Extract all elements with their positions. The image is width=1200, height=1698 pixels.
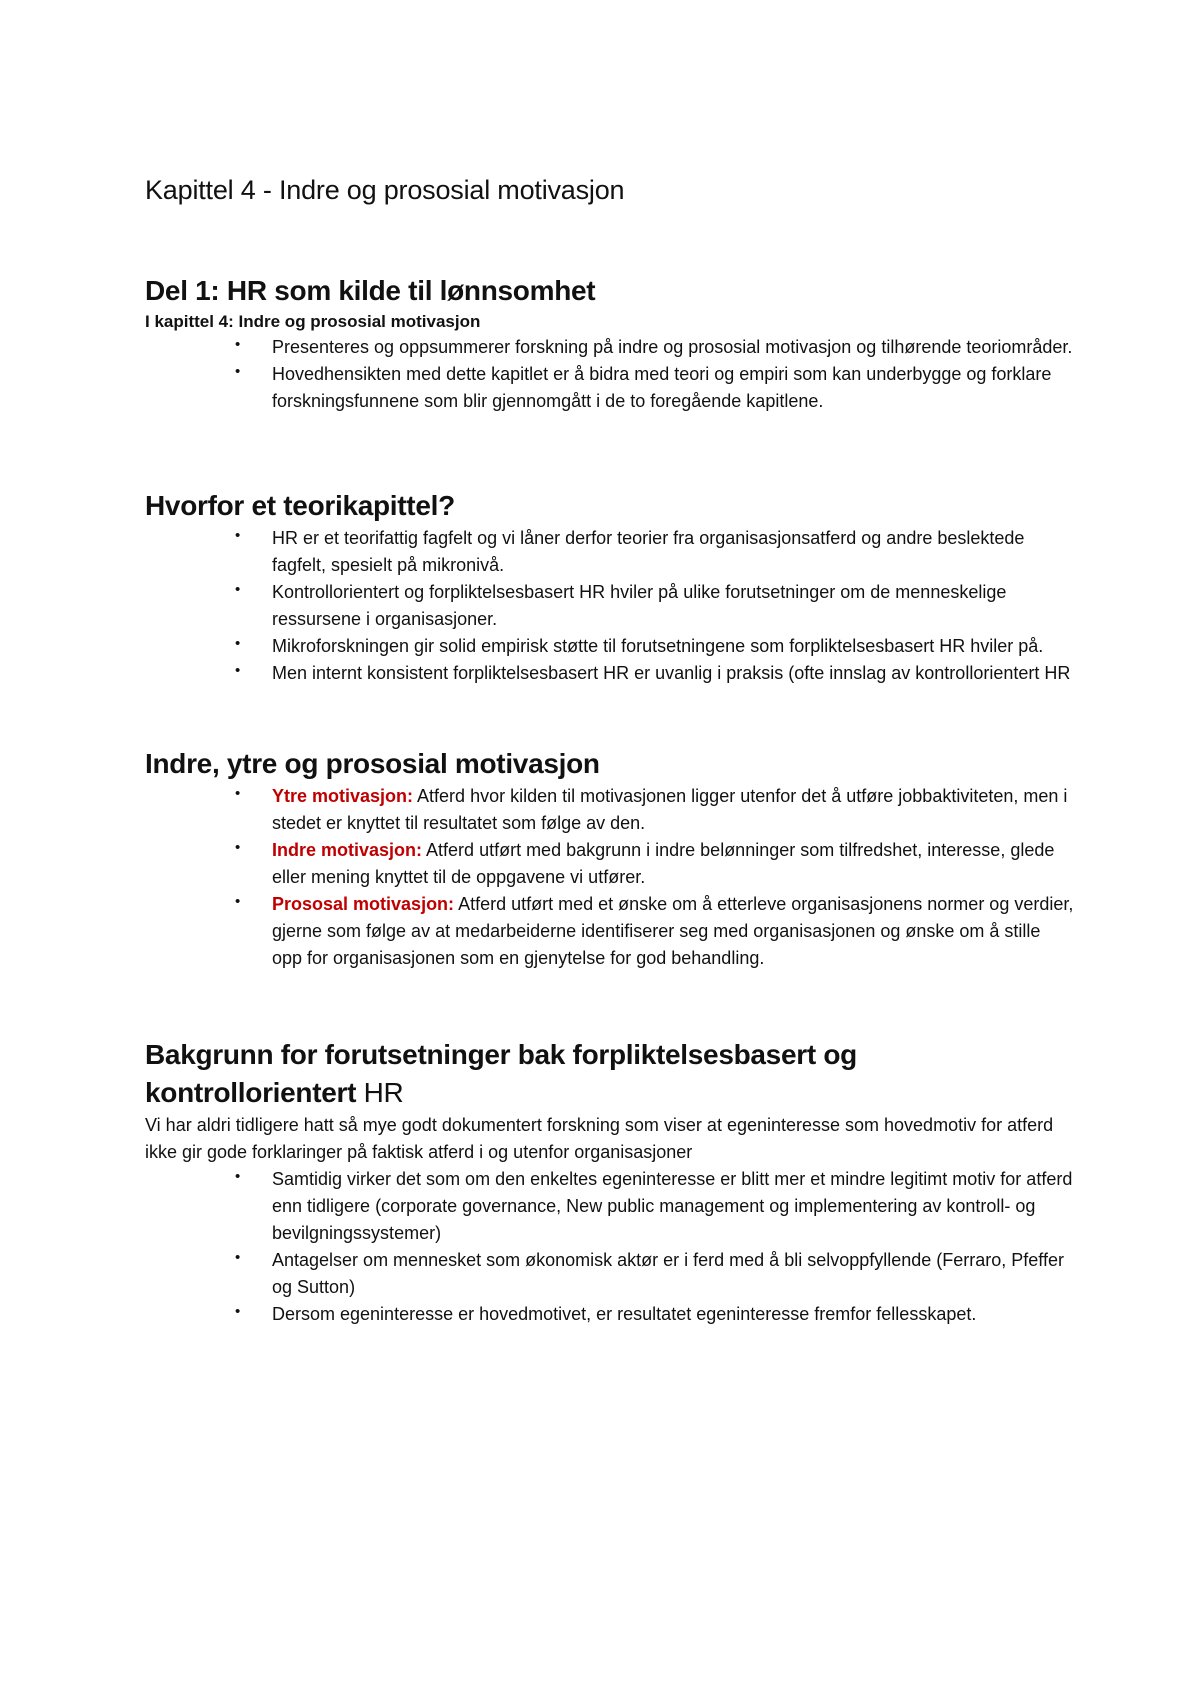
list-item (145, 891, 1075, 972)
list-item (145, 783, 1075, 837)
list-item: • Antagelser om mennesket som økonomisk aktør er i ferd med å bli selvoppfyllende (Ferraro, Pfeffer og Sutton) (235, 1249, 1064, 1297)
bullet-list (145, 334, 1075, 415)
document-content (145, 172, 1075, 1328)
document-title: Kapittel 4 - Indre og prososial motivasjon (145, 175, 625, 205)
definition-text: Atferd utført med et ønske om å etterleve organisasjonens normer og verdier, gjerne som følge av at medarbeiderne identifiserer seg med organisasjonen og ønske om å stille opp for organisasjonen som en gjenytelse for god behandling. (272, 894, 1074, 968)
list-item: • Mikroforskningen gir solid empirisk støtte til forutsetningene som forpliktelsesbasert HR hviler på. (235, 635, 1044, 656)
section-heading: Indre, ytre og prososial motivasjon (145, 748, 600, 779)
bullet-icon: • (235, 1168, 241, 1185)
bullet-icon: • (235, 662, 241, 679)
definition-term: Prososal motivasjon: (272, 894, 455, 914)
section-del-1 (145, 272, 1075, 415)
bullet-icon: • (235, 893, 241, 910)
section-bakgrunn (145, 1036, 1075, 1328)
section-heading: Del 1: HR som kilde til lønnsomhet (145, 275, 596, 306)
bullet-icon: • (235, 336, 241, 353)
list-item: • Samtidig virker det som om den enkeltes egeninteresse er blitt mer et mindre legitimt motiv for atferd enn tidligere (corporate governance, New public management og implementering av kontroll- og bevilgningssystemer) (235, 1168, 1073, 1243)
list-item: • Presenteres og oppsummerer forskning på indre og prososial motivasjon og tilhørende teoriområder. (235, 336, 1073, 357)
list-item: • HR er et teorifattig fagfelt og vi låner derfor teorier fra organisasjonsatferd og andre beslektede fagfelt, spesielt på mikronivå. (235, 527, 1025, 575)
bullet-icon: • (235, 527, 241, 544)
bullet-icon: • (235, 1249, 241, 1266)
list-item: • Men internt konsistent forpliktelsesbasert HR er uvanlig i praksis (ofte innslag av kontrollorientert HR (235, 662, 1071, 683)
list-item (145, 837, 1075, 891)
list-item: • Hovedhensikten med dette kapitlet er å bidra med teori og empiri som kan underbygge og forklare forskningsfunnene som blir gjennomgått i de to foregående kapitlene. (235, 363, 1052, 411)
definition-list (145, 783, 1075, 972)
bullet-icon: • (235, 581, 241, 598)
definition-term: Indre motivasjon: (272, 840, 423, 860)
bullet-icon: • (235, 635, 241, 652)
section-heading: Bakgrunn for forutsetninger bak forpliktelsesbasert og kontrollorientert HR (145, 1039, 857, 1108)
section-heading: Hvorfor et teorikapittel? (145, 490, 455, 521)
section-subheading: I kapittel 4: Indre og prososial motivasjon (145, 312, 481, 331)
section-teorikapittel (145, 487, 1075, 687)
list-item: • Dersom egeninteresse er hovedmotivet, er resultatet egeninteresse fremfor fellesskapet. (235, 1303, 977, 1324)
bullet-list (145, 1166, 1075, 1328)
bullet-icon: • (235, 839, 241, 856)
definition-text: Atferd utført med bakgrunn i indre belønninger som tilfredshet, interesse, glede eller mening knyttet til de oppgavene vi utfører. (272, 840, 1055, 887)
definition-term: Ytre motivasjon: (272, 786, 414, 806)
section-motivasjon (145, 745, 1075, 972)
bullet-icon: • (235, 363, 241, 380)
bullet-icon: • (235, 1303, 241, 1320)
section-paragraph: Vi har aldri tidligere hatt så mye godt dokumentert forskning som viser at egeninteresse som hovedmotiv for atferd ikke gir gode forklaringer på faktisk atferd i og utenfor organisasjoner (145, 1115, 1054, 1162)
list-item: • Kontrollorientert og forpliktelsesbasert HR hviler på ulike forutsetninger om de menneskelige ressursene i organisasjoner. (235, 581, 1007, 629)
definition-text: Atferd hvor kilden til motivasjonen ligger utenfor det å utføre jobbaktiviteten, men i stedet er knyttet til resultatet som følge av den. (272, 786, 1068, 833)
bullet-list (145, 525, 1075, 687)
bullet-icon: • (235, 785, 241, 802)
